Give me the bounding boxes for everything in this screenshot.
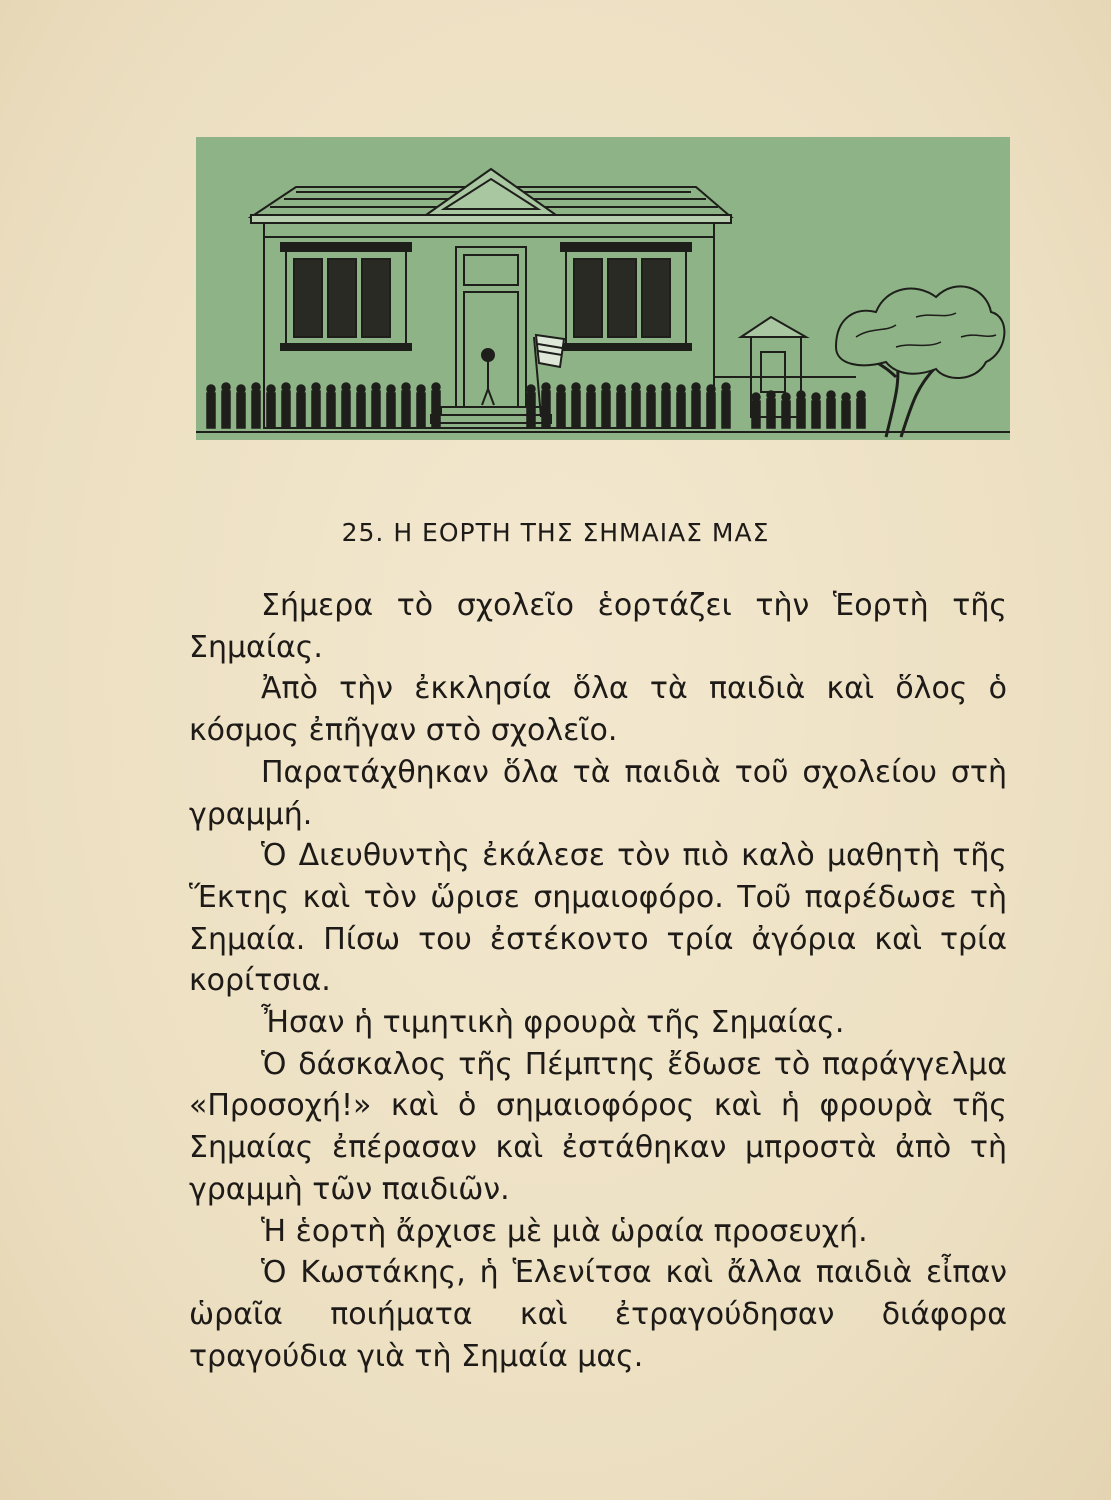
school-illustration [196,137,1010,440]
chapter-text [189,585,1007,1377]
paragraph: Ὁ Διευθυντὴς ἐκάλεσε τὸν πιὸ καλὸ μαθητὴ τῆς Ἕκτης καὶ τὸν ὥρισε σημαιοφόρο. Τοῦ παρέδωσε τὴ Σημαία. Πίσω του ἐστέκοντο τρία ἀγόρια καὶ τρία κορίτσια. [189,838,1007,999]
paragraph: Ἡ ἑορτὴ ἄρχισε μὲ μιὰ ὡραία προσευχή. [261,1213,868,1249]
school-drawing [196,137,1010,440]
paragraph: Παρατάχθηκαν ὅλα τὰ παιδιὰ τοῦ σχολείου στὴ γραμμή. [189,754,1007,832]
paragraph: Ὁ δάσκαλος τῆς Πέμπτης ἔδωσε τὸ παράγγελμα «Προσοχή!» καὶ ὁ σημαιοφόρος καὶ ἡ φρουρὰ τῆς Σημαίας ἐπέρασαν καὶ ἐστάθηκαν μπροστὰ ἀπὸ τὴ γραμμὴ τῶν παιδιῶν. [189,1046,1007,1207]
chapter-title: 25. Η ΕΟΡΤΗ ΤΗΣ ΣΗΜΑΙΑΣ ΜΑΣ [341,518,770,547]
paragraph: Σήμερα τὸ σχολεῖο ἑορτάζει τὴν Ἑορτὴ τῆς Σημαίας. [189,588,1007,665]
paragraph: Ἀπὸ τὴν ἐκκλησία ὅλα τὰ παιδιὰ καὶ ὅλος ὁ κόσμος ἐπῆγαν στὸ σχολεῖο. [189,671,1007,749]
paragraph: Ὁ Κωστάκης, ἡ Ἑλενίτσα καὶ ἄλλα παιδιὰ εἶπαν ὡραῖα ποιήματα καὶ ἐτραγούδησαν διάφορα τραγούδια γιὰ τὴ Σημαία μας. [189,1255,1007,1374]
paragraph: Ἦσαν ἡ τιμητικὴ φρουρὰ τῆς Σημαίας. [261,1005,845,1041]
